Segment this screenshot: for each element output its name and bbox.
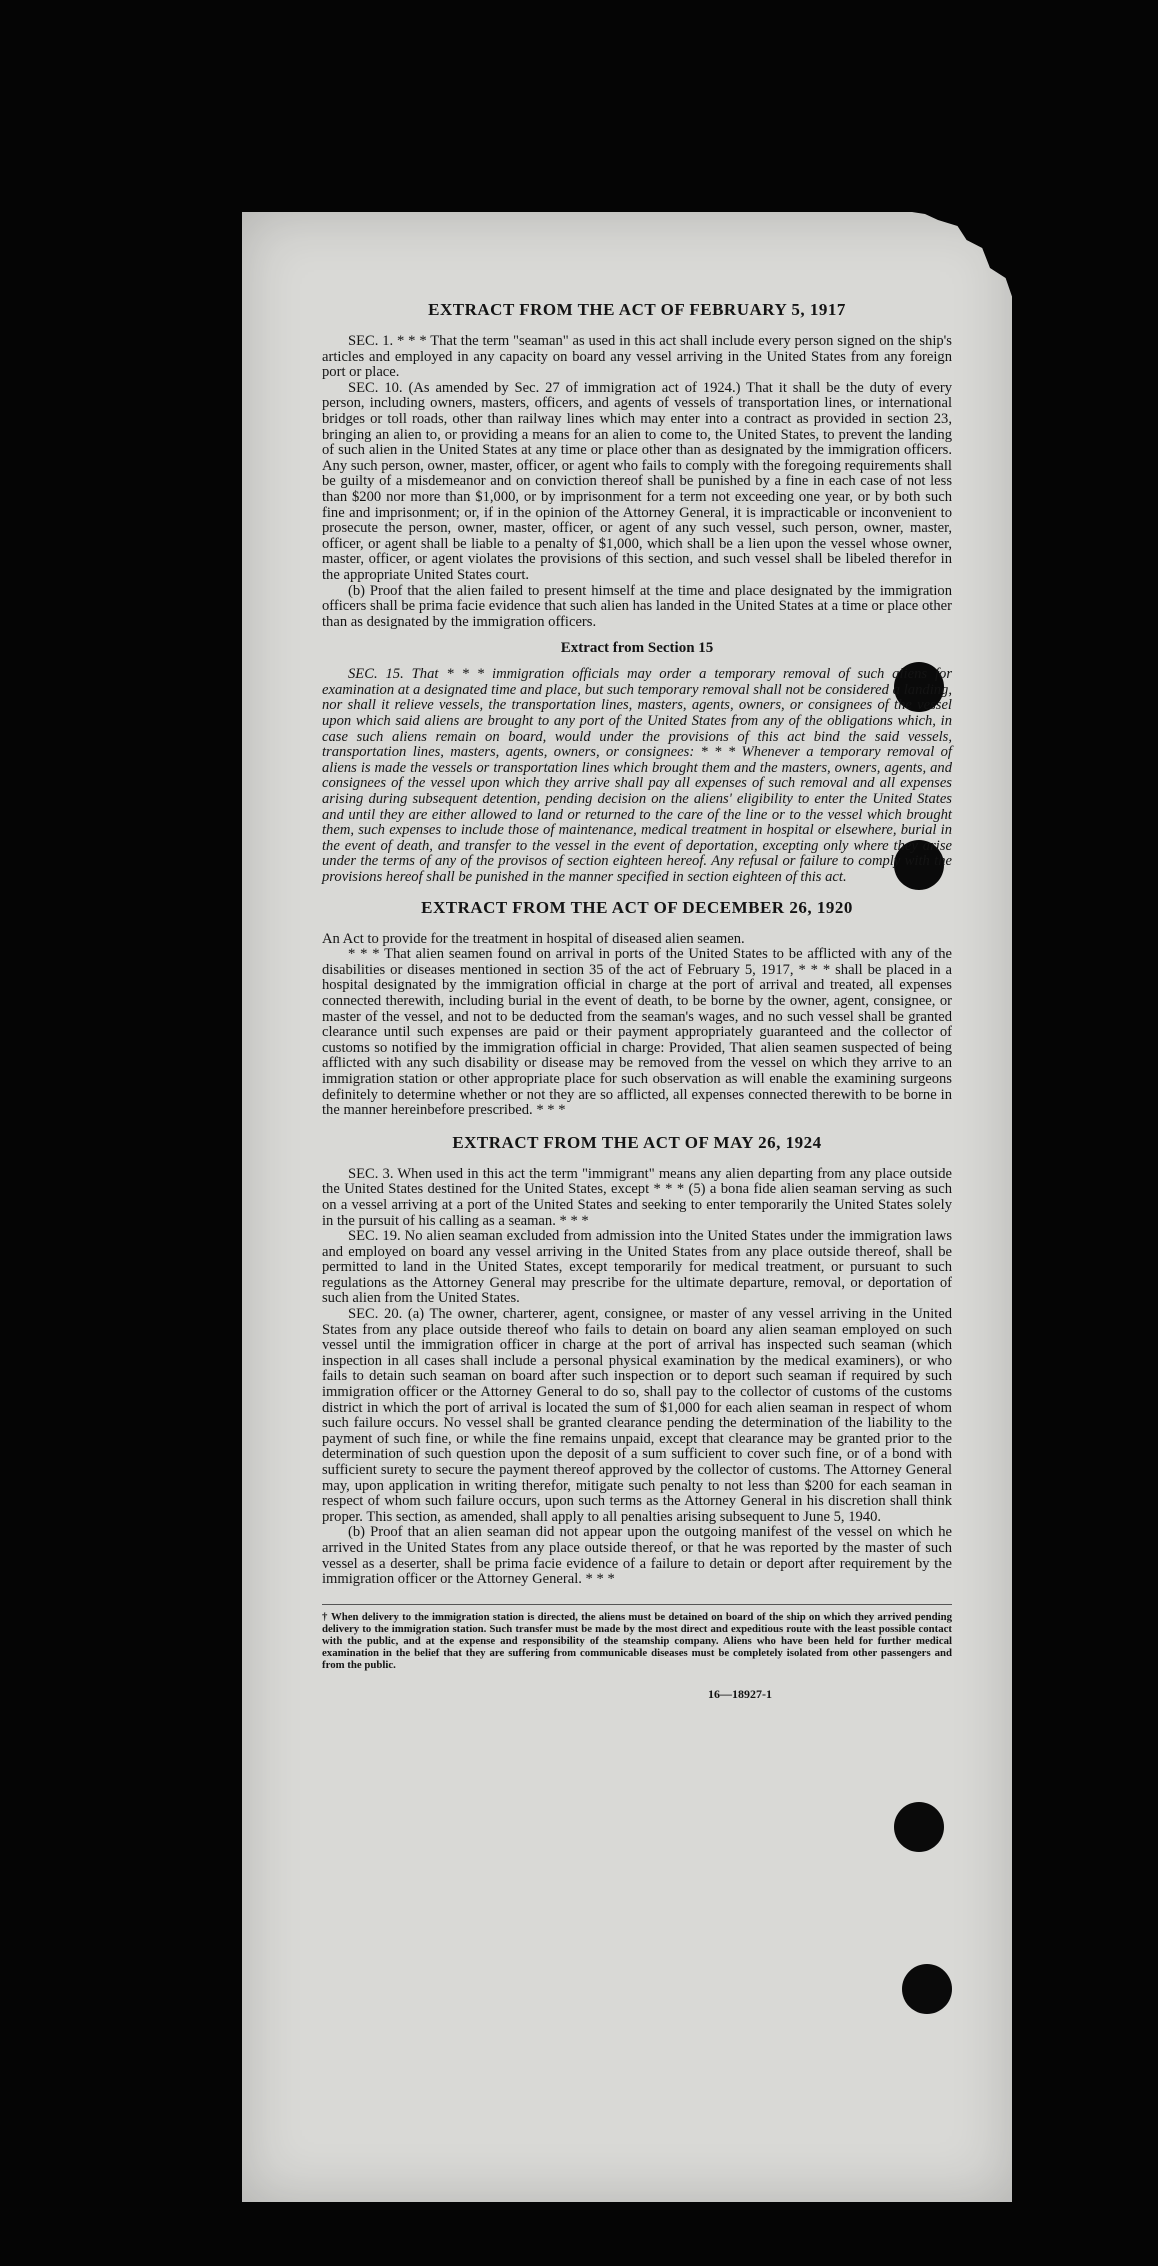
section-10-b: (b) Proof that the alien failed to present himself at the time and place designated by the immigration officers shall be prima facie evidence that such alien has landed in the United States at a time or place other than as designated by the immigration officers. [322, 582, 952, 630]
heading-act-1924: EXTRACT FROM THE ACT OF MAY 26, 1924 [452, 1132, 822, 1152]
document-content [322, 300, 952, 1702]
footnote-text: † When delivery to the immigration station is directed, the aliens must be detained on board of the ship on which they arrived pending delivery to the immigration station. Such transfer must be made by the most direct and expeditious route with the least possible contact with the public, and at the expense and responsibility of the steamship company. Aliens who have been held for further medical examination in the belief that they are suffering from communicable diseases must be completely isolated from other passengers and from the public. [322, 1610, 952, 1671]
heading-section-15: Extract from Section 15 [560, 640, 714, 657]
document-page [242, 212, 1012, 2202]
heading-act-1917: EXTRACT FROM THE ACT OF FEBRUARY 5, 1917 [428, 300, 846, 319]
section-3: SEC. 3. When used in this act the term "immigrant" means any alien departing from any place outside the United States destined for the United States, except * * * (5) a bona fide alien seaman serving as such on a vessel arriving at a port of the United States and seeking to enter temporarily the United States solely in the pursuit of his calling as a seaman. * * * [322, 1165, 952, 1229]
section-1: SEC. 1. * * * That the term "seaman" as used in this act shall include every person signed on the ship's articles and employed in any capacity on board any vessel arriving in the United States from any foreign port or place. [322, 333, 952, 381]
heading-act-1920: EXTRACT FROM THE ACT OF DECEMBER 26, 1920 [421, 897, 853, 917]
punch-hole [894, 1802, 944, 1852]
section-20-b: (b) Proof that an alien seaman did not appear upon the outgoing manifest of the vessel on which he arrived in the United States from any place outside thereof, or that he was reported by the master of such vessel as a deserter, shall be prima facie evidence of a failure to detain or deport after requirement by the immigration officer or the Attorney General. * * * [322, 1524, 952, 1588]
section-19: SEC. 19. No alien seaman excluded from admission into the United States under the immigration laws and employed on board any vessel arriving in the United States from any place outside thereof, shall be permitted to land in the United States, except temporarily for medical treatment, or pursuant to such regulations as the Attorney General may prescribe for the ultimate departure, removal, or deportation of such alien from the United States. [322, 1228, 952, 1307]
section-20: SEC. 20. (a) The owner, charterer, agent, consignee, or master of any vessel arriving in the United States from any place outside thereof who fails to detain on board any alien seaman employed on such vessel until the immigration officer in charge at the port of arrival has inspected such seaman (which inspection in all cases shall include a personal physical examination by the medical examiners), or who fails to detain such seaman on board after such inspection or to deport such seaman if required by such immigration officer or the Attorney General to do so, shall pay to the collector of customs of the customs district in which the port of arrival is located the sum of $1,000 for each alien seaman in respect of whom such failure occurs. No vessel shall be granted clearance pending the determination of the liability to the payment of such fine, or while the fine remains unpaid, except that clearance may be granted prior to the determination of such question upon the deposit of a sum sufficient to cover such fine, or of a bond with sufficient surety to secure the payment thereof approved by the collector of customs. The Attorney General may, upon application in writing therefor, mitigate such penalty to not less than $200 for each seaman in respect of whom such failure occurs, upon such terms as the Attorney General in his discretion shall think proper. This section, as amended, shall apply to all penalties arising subsequent to June 5, 1940. [322, 1306, 952, 1525]
punch-hole [902, 1964, 952, 2014]
act-1920-intro: An Act to provide for the treatment in hospital of diseased alien seamen. [322, 930, 745, 947]
section-10: SEC. 10. (As amended by Sec. 27 of immigration act of 1924.) That it shall be the duty of every person, including owners, masters, officers, and agents of vessels of transportation lines, or international bridges or toll roads, other than railway lines which may enter into a contract as provided in section 23, bringing an alien to, or providing a means for an alien to come to, the United States, to prevent the landing of such alien in the United States at any time or place other than as designated by the immigration officers. Any such person, owner, master, officer, or agent who fails to comply with the foregoing requirements shall be guilty of a misdemeanor and on conviction thereof shall be punished by a fine in each case of not less than $200 nor more than $1,000, or by imprisonment for a term not exceeding one year, or by both such fine and imprisonment; or, if in the opinion of the Attorney General, it is impracticable or inconvenient to prosecute the person, owner, master, officer, or agent of any such vessel, such person, owner, master, officer, or agent shall be liable to a penalty of $1,000, which shall be a lien upon the vessel whose owner, master, officer, or agent violates the provisions of this section, and such vessel shall be libeled therefor in the appropriate United States court. [322, 379, 952, 583]
form-number: 16—18927-1 [708, 1686, 772, 1701]
footnote [322, 1604, 952, 1671]
torn-corner [886, 212, 1012, 308]
act-1920-body: * * * That alien seamen found on arrival in ports of the United States to be afflicted with any of the disabilities or diseases mentioned in section 35 of the act of February 5, 1917, * * * shall be placed in a hospital designated by the immigration official in charge at the port of arrival and treated, all expenses connected therewith, including burial in the event of death, to be borne by the owner, agent, consignee, or master of the vessel, and not to be deducted from the seaman's wages, and no such vessel shall be granted clearance until such expenses are paid or their payment appropriately guaranteed and the collector of customs so notified by the immigration official in charge: Provided, That alien seamen suspected of being afflicted with any such disability or disease may be removed from the vessel on which they arrive to an immigration station or other appropriate place for such observation as will enable the examining surgeons definitely to determine whether or not they are so afflicted, all expenses connected therewith to be borne in the manner hereinbefore prescribed. * * * [322, 946, 952, 1119]
section-15: SEC. 15. That * * * immigration officials may order a temporary removal of such aliens for examination at a designated time and place, but such temporary removal shall not be considered a landing, nor shall it relieve vessels, the transportation lines, masters, agents, owners, or consignees of the vessel upon which said aliens are brought to any port of the United States from any of the obligations which, in case such aliens remain on board, would under the provisions of this act bind the said vessels, transportation lines, masters, agents, owners, or consignees: * * * Whenever a temporary removal of aliens is made the vessels or transportation lines which brought them and the masters, owners, agents, and consignees of the vessel upon which they arrive shall pay all expenses of such removal and all expenses arising during subsequent detention, pending decision on the aliens' eligibility to enter the United States and until they are either allowed to land or returned to the care of the line or to the vessel which brought them, such expenses to include those of maintenance, medical treatment in hospital or elsewhere, burial in the event of death, and transfer to the vessel in the event of deportation, excepting only where they arise under the terms of any of the provisos of section eighteen hereof. Any refusal or failure to comply with the provisions hereof shall be punished in the manner specified in section eighteen of this act. [322, 666, 952, 885]
